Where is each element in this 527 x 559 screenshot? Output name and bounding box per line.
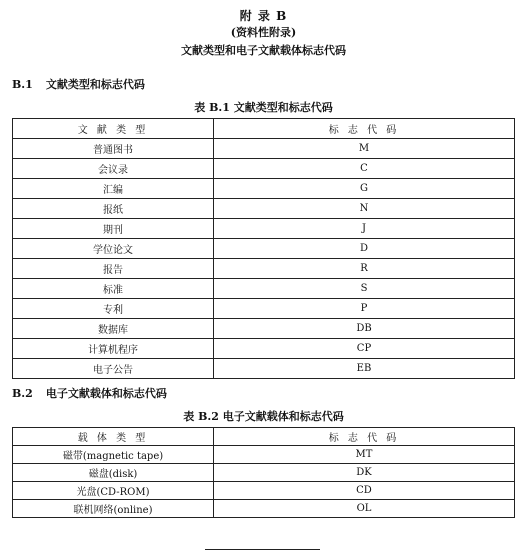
code-cell: DB: [214, 319, 515, 339]
table-row: [13, 159, 515, 179]
code-cell: N: [214, 199, 515, 219]
table-b1-header-code: 标 志 代 码: [214, 119, 515, 139]
type-cell: 数据库: [13, 319, 214, 339]
table-row: [13, 482, 515, 500]
type-cell: 会议录: [13, 159, 214, 179]
type-cell: 期刊: [13, 219, 214, 239]
table-row: [13, 239, 515, 259]
type-cell: 标准: [13, 279, 214, 299]
code-cell: G: [214, 179, 515, 199]
table-b1-caption: 表 B.1 文献类型和标志代码: [194, 101, 333, 114]
type-cell: 专利: [13, 299, 214, 319]
code-cell: CP: [214, 339, 515, 359]
code-cell: M: [214, 139, 515, 159]
table-b2: [12, 427, 515, 518]
type-cell: 电子公告: [13, 359, 214, 379]
code-cell: C: [214, 159, 515, 179]
table-row: [13, 139, 515, 159]
type-cell: 报纸: [13, 199, 214, 219]
table-row: [13, 179, 515, 199]
type-cell: 汇编: [13, 179, 214, 199]
type-cell: 计算机程序: [13, 339, 214, 359]
table-row: [13, 339, 515, 359]
table-b1-header-type: 文 献 类 型: [13, 119, 214, 139]
type-cell: 报告: [13, 259, 214, 279]
code-cell: EB: [214, 359, 515, 379]
appendix-title: 文献类型和电子文献载体标志代码: [181, 44, 346, 57]
code-cell: MT: [214, 446, 515, 464]
code-cell: D: [214, 239, 515, 259]
table-row: [13, 199, 515, 219]
code-cell: CD: [214, 482, 515, 500]
table-b2-caption: 表 B.2 电子文献载体和标志代码: [183, 410, 344, 423]
section-b2-number: B.2: [12, 387, 33, 400]
table-row: [13, 299, 515, 319]
type-cell: 光盘(CD-ROM): [13, 482, 214, 500]
code-cell: S: [214, 279, 515, 299]
code-cell: OL: [214, 500, 515, 518]
code-cell: J: [214, 219, 515, 239]
table-row: [13, 464, 515, 482]
code-cell: R: [214, 259, 515, 279]
table-row: [13, 279, 515, 299]
section-b1-title: 文献类型和标志代码: [45, 78, 145, 91]
end-rule: [205, 549, 320, 550]
type-cell: 磁盘(disk): [13, 464, 214, 482]
section-b2-title: 电子文献载体和标志代码: [45, 387, 167, 400]
code-cell: P: [214, 299, 515, 319]
section-b2-heading: [12, 385, 167, 401]
table-b2-header-type: 载 体 类 型: [13, 428, 214, 446]
section-b1-heading: [12, 76, 145, 92]
table-b2-header-code: 标 志 代 码: [214, 428, 515, 446]
table-row: [13, 259, 515, 279]
table-row: [13, 500, 515, 518]
section-b1-number: B.1: [12, 78, 33, 91]
table-row: [13, 359, 515, 379]
table-b2-header-row: [13, 428, 515, 446]
table-b1: [12, 118, 515, 379]
appendix-subtitle: (资料性附录): [230, 26, 297, 39]
appendix-heading: 附 录 B: [239, 9, 288, 23]
type-cell: 学位论文: [13, 239, 214, 259]
type-cell: 磁带(magnetic tape): [13, 446, 214, 464]
code-cell: DK: [214, 464, 515, 482]
table-row: [13, 446, 515, 464]
type-cell: 联机网络(online): [13, 500, 214, 518]
table-row: [13, 319, 515, 339]
table-b1-header-row: [13, 119, 515, 139]
table-row: [13, 219, 515, 239]
type-cell: 普通图书: [13, 139, 214, 159]
